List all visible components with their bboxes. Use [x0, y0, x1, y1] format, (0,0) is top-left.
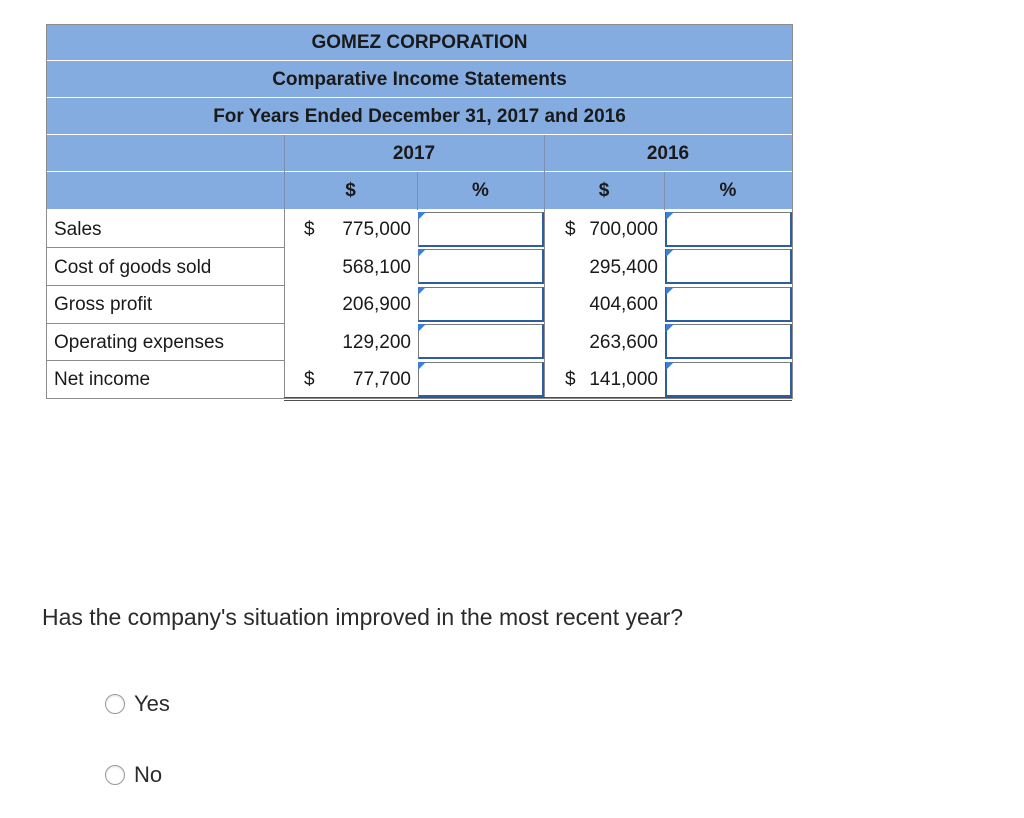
dollar-sign: $	[565, 219, 576, 240]
header-band-period	[46, 98, 793, 135]
amount-2016: 141,000	[589, 369, 658, 390]
year-2017-header: 2017	[392, 143, 436, 164]
input-flag-icon	[418, 362, 426, 370]
option-no[interactable]	[105, 762, 162, 788]
header-divider	[544, 135, 545, 210]
input-flag-icon	[666, 287, 674, 295]
dollar-sign: $	[565, 369, 576, 390]
percent-input-2016[interactable]	[665, 324, 792, 359]
year-2016-header: 2016	[646, 143, 690, 164]
percent-input-2017[interactable]	[418, 212, 544, 247]
col-header-dollar-2016: $	[598, 180, 610, 201]
option-label-yes: Yes	[134, 691, 170, 716]
col-header-dollar-2017: $	[345, 180, 356, 201]
radio-button-yes[interactable]	[105, 694, 125, 714]
radio-button-no[interactable]	[105, 765, 125, 785]
percent-input-2016[interactable]	[665, 249, 792, 284]
percent-input-2017[interactable]	[418, 324, 544, 359]
row-label: Sales	[54, 219, 102, 240]
header-band-statement	[46, 61, 793, 98]
amount-2016: 295,400	[589, 257, 658, 278]
header-band-columns	[46, 172, 793, 210]
input-flag-icon	[666, 249, 674, 257]
input-flag-icon	[418, 324, 426, 332]
amount-2017: 129,200	[342, 332, 411, 353]
input-flag-icon	[666, 212, 674, 220]
input-flag-icon	[666, 324, 674, 332]
input-flag-icon	[418, 249, 426, 257]
col-header-pct-2017: %	[472, 180, 489, 201]
header-band-years	[46, 135, 793, 172]
question-text: Has the company's situation improved in the most recent year?	[42, 604, 684, 630]
grid-line	[284, 210, 285, 399]
input-flag-icon	[666, 362, 674, 370]
header-divider	[417, 172, 418, 210]
percent-input-2016[interactable]	[665, 362, 792, 397]
percent-input-2016[interactable]	[665, 287, 792, 322]
amount-2016: 404,600	[589, 294, 658, 315]
row-label: Net income	[54, 369, 151, 390]
row-label: Cost of goods sold	[54, 257, 212, 278]
header-divider	[664, 172, 665, 210]
percent-input-2017[interactable]	[418, 362, 544, 397]
amount-2017: 77,700	[352, 369, 411, 390]
option-yes[interactable]	[105, 691, 170, 717]
company-name: GOMEZ CORPORATION	[311, 32, 528, 53]
col-header-pct-2016: %	[719, 180, 737, 201]
statement-period: For Years Ended December 31, 2017 and 2016	[213, 106, 626, 127]
amount-2017: 206,900	[342, 294, 411, 315]
amount-2016: 700,000	[589, 219, 658, 240]
statement-title: Comparative Income Statements	[272, 69, 567, 90]
input-flag-icon	[418, 212, 426, 220]
percent-input-2017[interactable]	[418, 249, 544, 284]
dollar-sign: $	[304, 369, 315, 390]
percent-input-2017[interactable]	[418, 287, 544, 322]
percent-input-2016[interactable]	[665, 212, 792, 247]
amount-2016: 263,600	[589, 332, 658, 353]
amount-2017: 568,100	[342, 257, 411, 278]
double-underline	[284, 397, 792, 401]
dollar-sign: $	[304, 219, 315, 240]
grid-line	[544, 210, 545, 399]
header-band-company	[46, 24, 793, 61]
header-divider	[284, 135, 285, 210]
input-flag-icon	[418, 287, 426, 295]
row-label: Operating expenses	[54, 332, 225, 353]
row-label: Gross profit	[54, 294, 153, 315]
option-label-no: No	[134, 762, 163, 787]
amount-2017: 775,000	[342, 219, 411, 240]
